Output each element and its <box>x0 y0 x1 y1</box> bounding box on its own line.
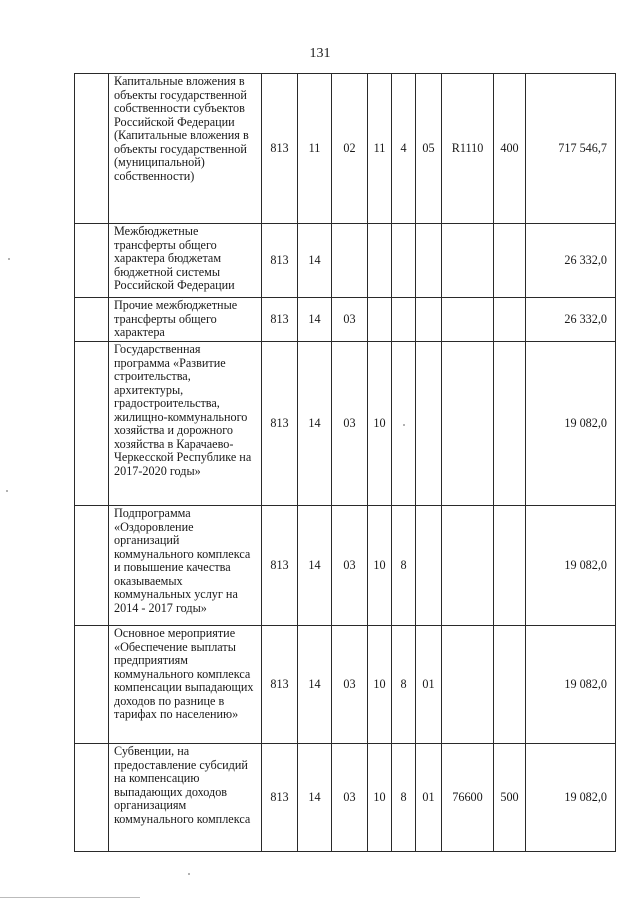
cell-event: 01 <box>416 626 442 744</box>
cell-name: Субвенции, на предоставление субсидий на компенсацию выпадающих доходов организациям коммунального комплекса <box>109 744 262 852</box>
cell-ministry: 813 <box>262 224 298 298</box>
cell-ministry: 813 <box>262 74 298 224</box>
cell-program: 10 <box>368 744 392 852</box>
cell-direction <box>442 298 494 342</box>
cell-direction: R1110 <box>442 74 494 224</box>
cell-expense-type <box>494 506 526 626</box>
cell-ministry: 813 <box>262 506 298 626</box>
cell-name: Прочие межбюджетные трансферты общего характера <box>109 298 262 342</box>
cell-amount: 26 332,0 <box>526 224 616 298</box>
row-index-cell <box>75 626 109 744</box>
row-index-cell <box>75 298 109 342</box>
cell-amount: 26 332,0 <box>526 298 616 342</box>
table-row <box>75 224 616 298</box>
cell-subprogram <box>392 298 416 342</box>
cell-event <box>416 224 442 298</box>
cell-amount: 19 082,0 <box>526 744 616 852</box>
cell-expense-type <box>494 342 526 506</box>
cell-expense-type: 500 <box>494 744 526 852</box>
cell-event <box>416 506 442 626</box>
cell-program: 11 <box>368 74 392 224</box>
cell-name: Капитальные вложения в объекты государственной собственности субъектов Российской Федерации (Капитальные вложения в объекты государственной (муниципальной) собственности) <box>109 74 262 224</box>
row-index-cell <box>75 342 109 506</box>
cell-section: 14 <box>298 626 332 744</box>
cell-program <box>368 224 392 298</box>
scan-speck <box>8 258 10 260</box>
cell-event <box>416 342 442 506</box>
table-row <box>75 342 616 506</box>
cell-ministry: 813 <box>262 342 298 506</box>
cell-expense-type <box>494 298 526 342</box>
cell-program <box>368 298 392 342</box>
scan-edge-line <box>0 897 140 898</box>
table-row <box>75 506 616 626</box>
cell-section: 14 <box>298 744 332 852</box>
cell-section: 14 <box>298 298 332 342</box>
cell-event: 01 <box>416 744 442 852</box>
cell-expense-type <box>494 626 526 744</box>
cell-name: Государственная программа «Развитие строительства, архитектуры, градостроительства, жилищно-коммунального хозяйства и дорожного хозяйства в Карачаево-Черкесской Республике на 2017-2020 годы» <box>109 342 262 506</box>
cell-section: 14 <box>298 506 332 626</box>
cell-section: 14 <box>298 342 332 506</box>
cell-amount: 19 082,0 <box>526 342 616 506</box>
cell-subprogram: 8 <box>392 506 416 626</box>
cell-subsection: 03 <box>332 342 368 506</box>
cell-subsection: 03 <box>332 298 368 342</box>
cell-event <box>416 298 442 342</box>
cell-section: 14 <box>298 224 332 298</box>
table-row <box>75 744 616 852</box>
table-row <box>75 298 616 342</box>
cell-program: 10 <box>368 342 392 506</box>
cell-ministry: 813 <box>262 626 298 744</box>
cell-expense-type <box>494 224 526 298</box>
scan-speck <box>403 424 405 426</box>
cell-ministry: 813 <box>262 744 298 852</box>
row-index-cell <box>75 224 109 298</box>
table-row <box>75 74 616 224</box>
cell-subprogram <box>392 224 416 298</box>
cell-ministry: 813 <box>262 298 298 342</box>
cell-direction <box>442 506 494 626</box>
cell-subprogram: 8 <box>392 626 416 744</box>
scan-speck <box>6 490 8 492</box>
scan-speck <box>188 873 190 875</box>
cell-program: 10 <box>368 626 392 744</box>
cell-section: 11 <box>298 74 332 224</box>
cell-amount: 19 082,0 <box>526 626 616 744</box>
cell-amount: 19 082,0 <box>526 506 616 626</box>
cell-name: Межбюджетные трансферты общего характера бюджетам бюджетной системы Российской Федерации <box>109 224 262 298</box>
table-body <box>75 74 616 852</box>
cell-name: Подпрограмма «Оздоровление организаций коммунального комплекса и повышение качества оказываемых коммунальных услуг на 2014 - 2017 годы» <box>109 506 262 626</box>
cell-subsection: 03 <box>332 626 368 744</box>
cell-subsection: 03 <box>332 506 368 626</box>
cell-direction: 76600 <box>442 744 494 852</box>
cell-direction <box>442 626 494 744</box>
cell-program: 10 <box>368 506 392 626</box>
cell-event: 05 <box>416 74 442 224</box>
cell-direction <box>442 224 494 298</box>
cell-name: Основное мероприятие «Обеспечение выплаты предприятиям коммунального комплекса компенсации выпадающих доходов по разнице в тарифах по населению» <box>109 626 262 744</box>
table-row <box>75 626 616 744</box>
cell-subsection <box>332 224 368 298</box>
row-index-cell <box>75 744 109 852</box>
cell-direction <box>442 342 494 506</box>
cell-subsection: 02 <box>332 74 368 224</box>
row-index-cell <box>75 74 109 224</box>
cell-subsection: 03 <box>332 744 368 852</box>
budget-table <box>74 73 616 852</box>
page-number: 131 <box>309 46 331 61</box>
cell-expense-type: 400 <box>494 74 526 224</box>
cell-amount: 717 546,7 <box>526 74 616 224</box>
row-index-cell <box>75 506 109 626</box>
cell-subprogram: 8 <box>392 744 416 852</box>
cell-subprogram: 4 <box>392 74 416 224</box>
